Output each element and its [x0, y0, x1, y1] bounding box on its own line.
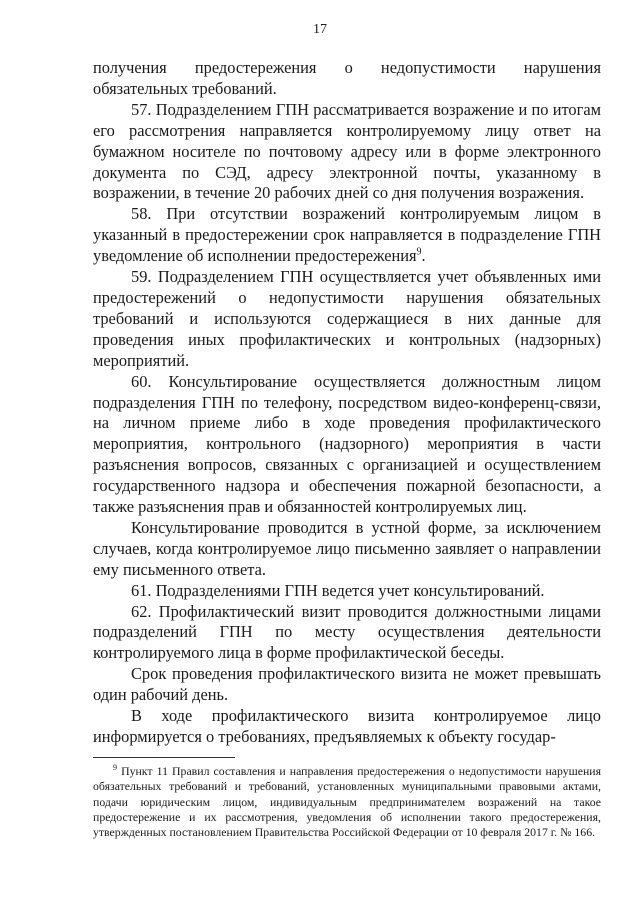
main-text — [93, 58, 601, 748]
footnote-text: Пункт 11 Правил составления и направления предостережения о недопустимости нарушения обязательных требований и требований, установленных муниципальными правовыми актами, подачи юридическим лицом, индивидуальным предпринимателем возражений на такое предостережение и их рассмотрения, уведомления об исполнении такого предостережения, утвержденных постановлением Правительства Российской Федерации от 10 февраля 2017 г. № 166. — [93, 764, 602, 840]
paragraph-62-information: В ходе профилактического визита контролируемое лицо информируется о требованиях, предъявляемых к объекту государ- — [93, 706, 601, 746]
paragraph-59: 59. Подразделением ГПН осуществляется учет объявленных ими предостережений о недопустимости нарушения обязательных требований и используются содержащиеся в них данные для проведения иных профилактических и контрольных (надзорных) мероприятий. — [93, 267, 601, 370]
paragraph-61: 61. Подразделениями ГПН ведется учет консультирований. — [131, 580, 545, 600]
paragraph-62: 62. Профилактический визит проводится должностными лицами подразделений ГПН по месту осуществления деятельности контролируемого лица в форме профилактической беседы. — [93, 601, 601, 663]
paragraph-58-text: 58. При отсутствии возражений контролируемым лицом в указанный в предостережении срок направляется в подразделение ГПН уведомление об исполнении предостережения — [93, 204, 601, 266]
paragraph-58-tail: . — [421, 246, 426, 266]
footnote-separator — [93, 757, 235, 758]
paragraph-continuation: получения предостережения о недопустимости нарушения обязательных требований. — [93, 58, 601, 98]
paragraph-60: 60. Консультирование осуществляется должностным лицом подразделения ГПН по телефону, посредством видео-конференц-связи, на личном приеме либо в ходе проведения профилактического мероприятия, контрольного (надзорного) мероприятия в части разъяснения вопросов, связанных с организацией и осуществлением государственного надзора и обеспечения пожарной безопасности, а также разъяснения прав и обязанностей контролируемых лиц. — [93, 371, 601, 517]
footnote-reference: 9 — [416, 246, 422, 258]
paragraph-58 — [93, 204, 601, 267]
paragraph-60-consultation-form: Консультирование проводится в устной форме, за исключением случаев, когда контролируемое лицо письменно заявляет о направлении ему письменного ответа. — [93, 517, 601, 579]
footnote-marker: 9 — [113, 763, 117, 773]
footnote-paragraph — [93, 764, 601, 840]
paragraph-57: 57. Подразделением ГПН рассматривается возражение и по итогам его рассмотрения направляется контролируемому лицу ответ на бумажном носителе по почтовому адресу или в форме электронного документа по СЭД, адресу электронной почты, указанному в возражении, в течение 20 рабочих дней со дня получения возражения. — [93, 99, 601, 203]
page-number: 17 — [313, 22, 327, 37]
footnote — [93, 764, 601, 840]
paragraph-62-duration: Срок проведения профилактического визита не может превышать один рабочий день. — [93, 664, 601, 705]
